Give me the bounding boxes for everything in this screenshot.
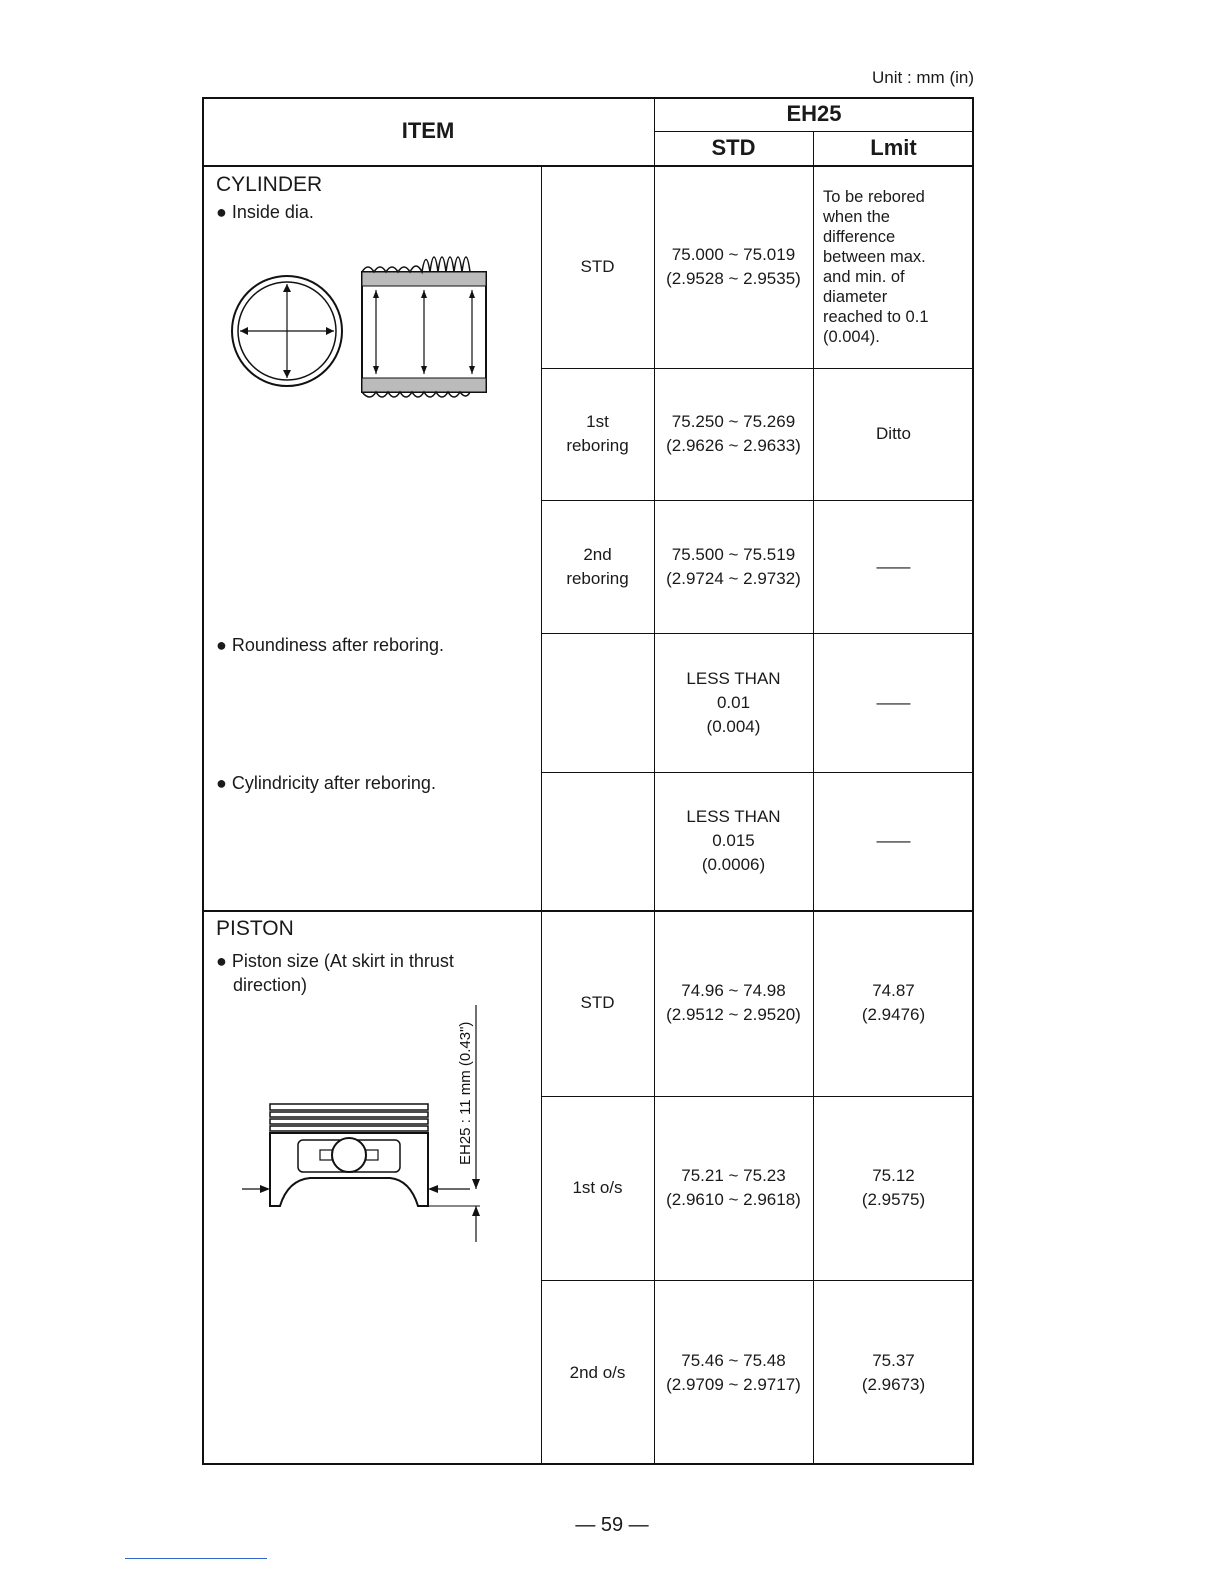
page-number: — 59 — [575, 1514, 649, 1536]
cyl-row-1st-limit: Ditto [876, 424, 911, 443]
piston-size-label-cont: direction) [233, 975, 308, 995]
cyl-row-2nd-label: 2nd reboring [566, 544, 629, 588]
cylindricity-limit: —— [876, 831, 911, 850]
header-item: ITEM [401, 118, 455, 143]
unit-label: Unit : mm (in) [872, 68, 974, 87]
piston-diagram [240, 1000, 500, 1250]
header-limit: Lmit [870, 135, 917, 160]
roundness-value: LESS THAN 0.01 (0.004) [686, 668, 781, 736]
piston-dimension-label: EH25 : 11 mm (0.43") [457, 1021, 474, 1165]
cyl-row-1st-label: 1st reboring [566, 412, 629, 455]
piston-row-1st-value: 75.21 ~ 75.23 (2.9610 ~ 2.9618) [666, 1166, 801, 1209]
cylindricity-label: ● Cylindricity after reboring. [216, 773, 436, 793]
header-std: STD [711, 135, 756, 160]
cylinder-title: CYLINDER [216, 173, 323, 196]
piston-row-std-value: 74.96 ~ 74.98 (2.9512 ~ 2.9520) [666, 981, 801, 1024]
piston-title: PISTON [216, 917, 294, 940]
inside-dia-label: ● Inside dia. [216, 202, 314, 222]
piston-row-2nd-label: 2nd o/s [569, 1362, 626, 1382]
cyl-row-std-label: STD [580, 256, 615, 276]
piston-row-std-label: STD [580, 993, 615, 1012]
piston-row-1st-limit: 75.12 (2.9575) [861, 1166, 926, 1209]
footer-rule [125, 1558, 267, 1559]
cyl-row-2nd-limit: —— [876, 556, 911, 576]
cyl-row-2nd-value: 75.500 ~ 75.519 (2.9724 ~ 2.9732) [666, 544, 801, 588]
cyl-row-std-value: 75.000 ~ 75.019 (2.9528 ~ 2.9535) [666, 244, 801, 288]
roundness-limit: —— [876, 692, 911, 712]
cyl-row-std-limit: To be rebored when the difference between max. and min. of diameter reached to 0.1 (0.004). [823, 187, 929, 346]
roundness-label: ● Roundiness after reboring. [216, 635, 444, 655]
piston-row-std-limit: 74.87 (2.9476) [861, 981, 926, 1024]
cylinder-diagram [228, 228, 498, 403]
cyl-row-1st-value: 75.250 ~ 75.269 (2.9626 ~ 2.9633) [666, 412, 801, 455]
piston-row-1st-label: 1st o/s [572, 1178, 623, 1197]
piston-row-2nd-value: 75.46 ~ 75.48 (2.9709 ~ 2.9717) [666, 1350, 801, 1394]
piston-size-label: ● Piston size (At skirt in thrust [216, 951, 454, 971]
piston-row-2nd-limit: 75.37 (2.9673) [861, 1350, 926, 1394]
header-model: EH25 [786, 101, 842, 126]
cylindricity-value: LESS THAN 0.015 (0.0006) [686, 807, 781, 874]
